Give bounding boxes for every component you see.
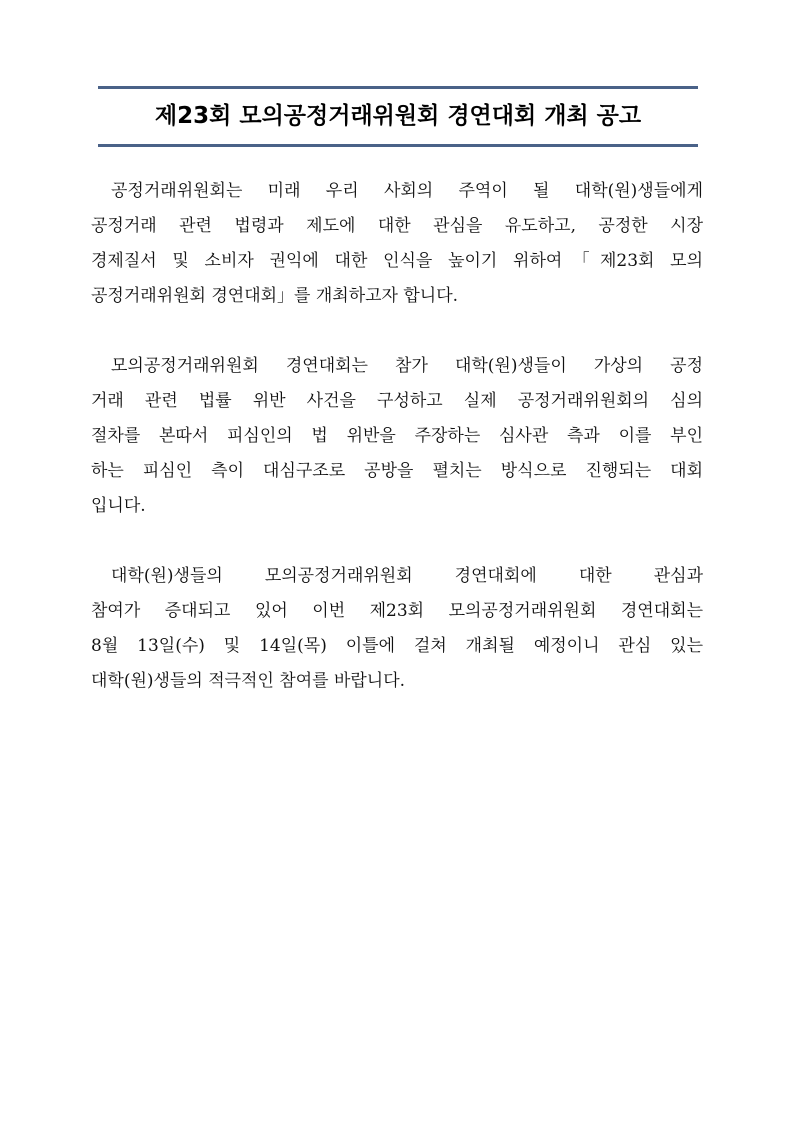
title-block — [98, 86, 698, 147]
paragraph-line: 8월 13일(수) 및 14일(목) 이틀에 걸쳐 개최될 예정이니 관심 있는 — [91, 636, 703, 656]
title-bottom-rule — [98, 144, 698, 147]
document-body — [91, 174, 703, 699]
paragraph-1 — [91, 174, 703, 314]
paragraph-3 — [91, 559, 703, 699]
paragraph-line: 절차를 본따서 피심인의 법 위반을 주장하는 심사관 측과 이를 부인 — [91, 426, 703, 446]
paragraph-line: 공정거래위원회는 미래 우리 사회의 주역이 될 대학(원)생들에게 — [111, 181, 703, 201]
paragraph-line: 입니다. — [91, 496, 146, 516]
paragraph-2 — [91, 349, 703, 524]
paragraph-line: 거래 관련 법률 위반 사건을 구성하고 실제 공정거래위원회의 심의 — [91, 391, 703, 411]
paragraph-line: 대학(원)생들의 적극적인 참여를 바랍니다. — [91, 671, 406, 691]
paragraph-line: 공정거래위원회 경연대회」를 개최하고자 합니다. — [91, 286, 459, 306]
paragraph-line: 경제질서 및 소비자 권익에 대한 인식을 높이기 위하여「제23회 모의 — [91, 251, 703, 271]
paragraph-line: 공정거래 관련 법령과 제도에 대한 관심을 유도하고, 공정한 시장 — [91, 216, 703, 236]
paragraph-line: 참여가 증대되고 있어 이번 제23회 모의공정거래위원회 경연대회는 — [91, 601, 703, 621]
paragraph-line: 대학(원)생들의 모의공정거래위원회 경연대회에 대한 관심과 — [111, 566, 703, 586]
paragraph-line: 모의공정거래위원회 경연대회는 참가 대학(원)생들이 가상의 공정 — [111, 356, 703, 376]
document-title: 제23회 모의공정거래위원회 경연대회 개최 공고 — [154, 103, 642, 129]
paragraph-line: 하는 피심인 측이 대심구조로 공방을 펼치는 방식으로 진행되는 대회 — [91, 461, 703, 481]
